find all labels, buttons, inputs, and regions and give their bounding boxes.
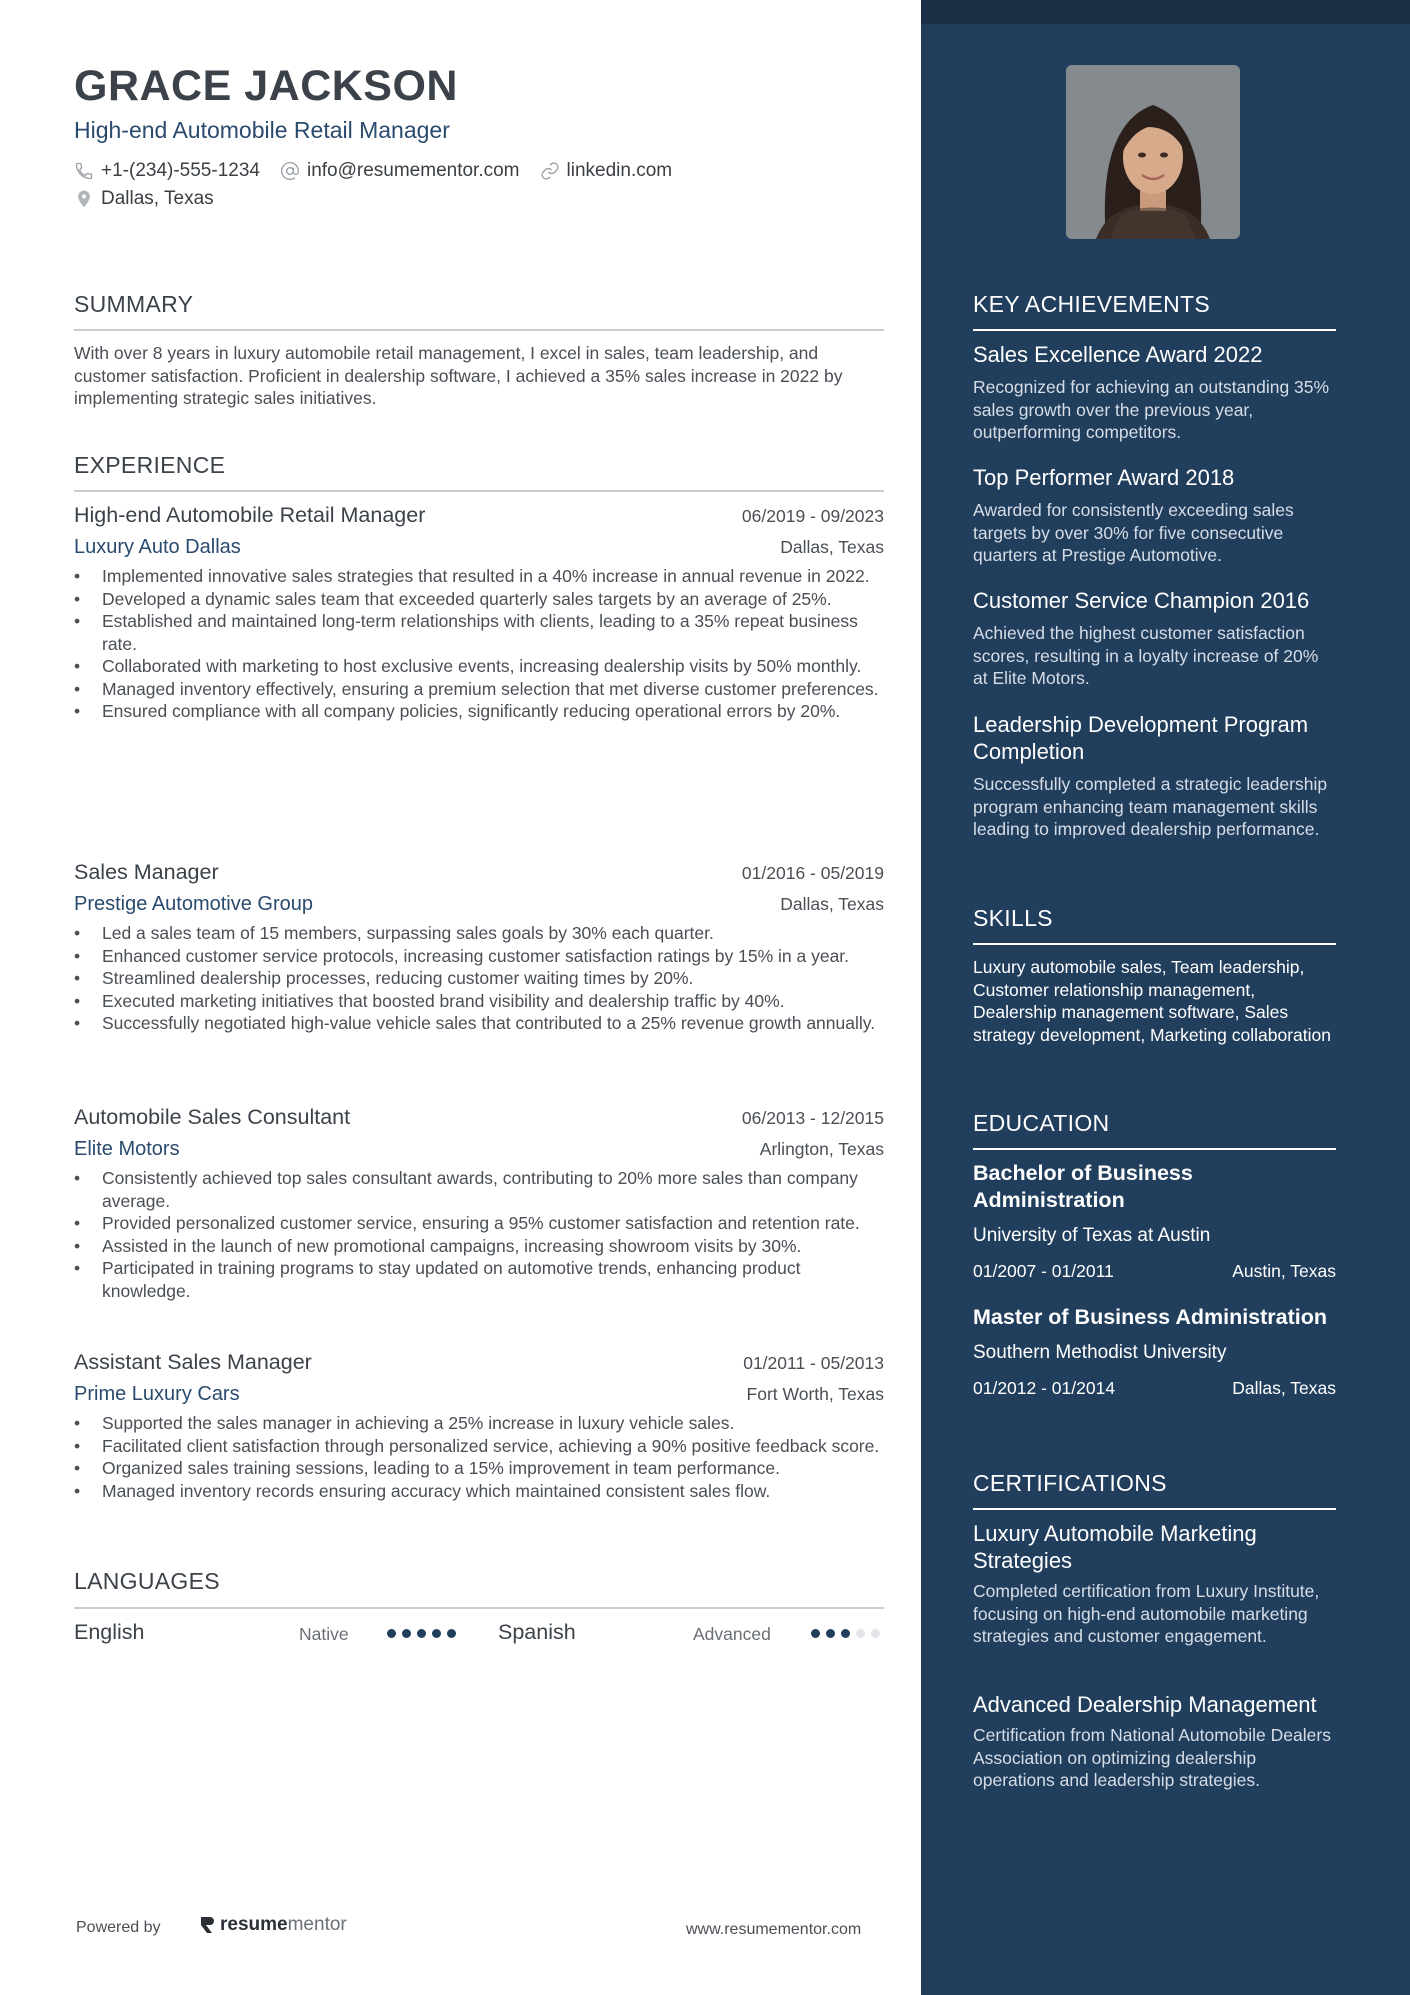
job-dates: 01/2011 - 05/2013	[743, 1353, 884, 1373]
education-heading: EDUCATION	[973, 1110, 1110, 1136]
experience-divider	[74, 490, 884, 492]
job-bullet: • Streamlined dealership processes, reducing customer waiting times by 20%.	[74, 967, 884, 990]
job-bullet: • Led a sales team of 15 members, surpassing sales goals by 30% each quarter.	[74, 922, 884, 945]
job-company: Prestige Automotive Group	[74, 893, 314, 915]
certification-desc: Completed certification from Luxury Institute, focusing on high-end automobile marketing strategies and customer engagement.	[973, 1581, 1320, 1646]
job-bullet: • Facilitated client satisfaction through personalized service, achieving a 90% positive feedback score.	[74, 1435, 884, 1458]
rating-dot-filled	[417, 1629, 426, 1638]
job-bullet: • Provided personalized customer service, ensuring a 95% customer satisfaction and retention rate.	[74, 1212, 884, 1235]
job-bullet: • Implemented innovative sales strategies that resulted in a 40% increase in annual revenue in 2022.	[74, 565, 884, 588]
contact-location	[74, 188, 234, 210]
job-bullet: • Successfully negotiated high-value vehicle sales that contributed to a 25% revenue growth annually.	[74, 1012, 884, 1035]
job-bullet: • Managed inventory records ensuring accuracy which maintained consistent sales flow.	[74, 1480, 884, 1503]
job-bullet: • Assisted in the launch of new promotional campaigns, increasing showroom visits by 30%.	[74, 1235, 884, 1258]
candidate-name: GRACE JACKSON	[74, 62, 458, 110]
job-company: Elite Motors	[74, 1138, 180, 1160]
achievement-desc: Achieved the highest customer satisfaction scores, resulting in a loyalty increase of 20% at Elite Motors.	[973, 623, 1319, 688]
job-bullet: • Established and maintained long-term relationships with clients, leading to a 35% repeat business rate.	[74, 610, 884, 655]
job-bullet: • Enhanced customer service protocols, increasing customer satisfaction ratings by 15% in a year.	[74, 945, 884, 968]
achievement-title: Customer Service Champion 2016	[973, 588, 1310, 613]
contact-email[interactable]	[280, 160, 520, 182]
sidebar	[921, 0, 1410, 1995]
job-bullet: • Ensured compliance with all company policies, significantly reducing operational errors by 20%.	[74, 700, 884, 723]
skills-divider	[973, 943, 1336, 945]
contact-row	[74, 160, 692, 182]
job-bullet: • Consistently achieved top sales consultant awards, contributing to 20% more sales than company average.	[74, 1167, 884, 1212]
profile-photo	[1066, 65, 1240, 239]
footer-powered-by: Powered by	[76, 1919, 161, 1936]
education-item	[973, 1160, 1336, 1282]
resumementor-logo[interactable]	[198, 1914, 347, 1936]
email-text[interactable]: info@resumementor.com	[306, 160, 520, 181]
rating-dot-filled	[402, 1629, 411, 1638]
logo-mark-icon	[198, 1915, 216, 1935]
job-bullets	[74, 1167, 884, 1302]
achievement-item	[973, 341, 1336, 444]
job-dates: 06/2013 - 12/2015	[741, 1108, 884, 1128]
portrait-image	[1066, 65, 1240, 239]
location-pin-icon	[74, 189, 94, 209]
achievements-heading: KEY ACHIEVEMENTS	[973, 291, 1211, 317]
certification-title: Luxury Automobile Marketing Strategies	[973, 1521, 1257, 1573]
phone-icon	[74, 161, 94, 181]
certification-desc: Certification from National Automobile Dealers Association on optimizing dealership operations and leadership strategies.	[973, 1725, 1331, 1790]
contact-phone	[74, 160, 260, 182]
language-level: Native	[299, 1624, 349, 1644]
education-dates: 01/2007 - 01/2011	[973, 1261, 1114, 1281]
job-bullets	[74, 565, 884, 723]
job-bullet: • Participated in training programs to stay updated on automotive trends, enhancing product knowledge.	[74, 1257, 884, 1302]
languages-divider	[74, 1607, 884, 1609]
job-entry	[74, 1350, 884, 1502]
job-dates: 01/2016 - 05/2019	[741, 863, 884, 883]
rating-dot-empty	[871, 1629, 880, 1638]
job-location: Fort Worth, Texas	[746, 1384, 884, 1404]
job-bullet: • Collaborated with marketing to host exclusive events, increasing dealership visits by 50% monthly.	[74, 655, 884, 678]
education-degree: Bachelor of Business Administration	[973, 1161, 1193, 1212]
job-entry	[74, 860, 884, 1035]
education-school: Southern Methodist University	[973, 1342, 1227, 1363]
job-company: Luxury Auto Dallas	[74, 536, 241, 558]
achievement-desc: Awarded for consistently exceeding sales targets by over 30% for five consecutive quarters at Prestige Automotive.	[973, 500, 1294, 565]
rating-dot-filled	[811, 1629, 820, 1638]
language-level: Advanced	[693, 1624, 771, 1644]
education-item	[973, 1304, 1336, 1399]
candidate-title: High-end Automobile Retail Manager	[74, 117, 450, 143]
job-role: Assistant Sales Manager	[74, 1350, 312, 1374]
skills-text: Luxury automobile sales, Team leadership, Customer relationship management, Dealership management software, Sales strategy development, Marketing collaboration	[973, 957, 1331, 1045]
job-company: Prime Luxury Cars	[74, 1383, 240, 1405]
location-text: Dallas, Texas	[101, 188, 214, 209]
education-location: Dallas, Texas	[1232, 1378, 1336, 1398]
job-bullet: • Developed a dynamic sales team that exceeded quarterly sales targets by an average of 25%.	[74, 588, 884, 611]
experience-heading: EXPERIENCE	[74, 452, 226, 478]
rating-dot-filled	[432, 1629, 441, 1638]
language-rating	[811, 1629, 886, 1638]
education-school: University of Texas at Austin	[973, 1225, 1211, 1246]
phone-text: +1-(234)-555-1234	[101, 160, 260, 181]
achievement-item	[973, 464, 1336, 567]
job-entry	[74, 1105, 884, 1302]
language-name: English	[74, 1620, 145, 1644]
summary-text: With over 8 years in luxury automobile retail management, I excel in sales, team leadership, and customer satisfaction. Proficient in dealership software, I achieved a 35% sales increase in 2022 by implementing strategic sales initiatives.	[74, 343, 843, 408]
achievement-item	[973, 711, 1336, 841]
achievement-desc: Successfully completed a strategic leadership program enhancing team management skills leading to improved dealership performance.	[973, 774, 1328, 839]
job-entry	[74, 503, 884, 723]
rating-dot-filled	[447, 1629, 456, 1638]
certifications-heading: CERTIFICATIONS	[973, 1470, 1167, 1496]
certification-item	[973, 1520, 1336, 1648]
certification-title: Advanced Dealership Management	[973, 1692, 1317, 1717]
logo-text-light: mentor	[287, 1914, 347, 1935]
job-role: Sales Manager	[74, 860, 219, 884]
job-role: Automobile Sales Consultant	[74, 1105, 351, 1129]
job-bullets	[74, 922, 884, 1035]
education-divider	[973, 1148, 1336, 1150]
education-location: Austin, Texas	[1232, 1261, 1336, 1281]
rating-dot-filled	[387, 1629, 396, 1638]
sidebar-top-band	[921, 0, 1410, 24]
skills-heading: SKILLS	[973, 905, 1053, 931]
linkedin-text[interactable]: linkedin.com	[566, 160, 673, 181]
job-dates: 06/2019 - 09/2023	[741, 506, 884, 526]
job-bullet: • Organized sales training sessions, leading to a 15% improvement in team performance.	[74, 1457, 884, 1480]
achievement-title: Sales Excellence Award 2022	[973, 342, 1263, 367]
footer-url[interactable]: www.resumementor.com	[686, 1921, 862, 1938]
job-bullet: • Managed inventory effectively, ensuring a premium selection that met diverse customer preferences.	[74, 678, 884, 701]
contact-linkedin[interactable]	[540, 160, 673, 182]
job-bullet: • Executed marketing initiatives that boosted brand visibility and dealership traffic by 40%.	[74, 990, 884, 1013]
language-name: Spanish	[498, 1620, 576, 1644]
languages-list	[74, 1620, 884, 1650]
job-location: Arlington, Texas	[759, 1139, 884, 1159]
logo-text-bold: resume	[220, 1914, 288, 1935]
job-role: High-end Automobile Retail Manager	[74, 503, 426, 527]
job-location: Dallas, Texas	[780, 537, 884, 557]
summary-divider	[74, 329, 884, 331]
language-rating	[387, 1629, 462, 1638]
job-bullets	[74, 1412, 884, 1502]
job-bullet: • Supported the sales manager in achieving a 25% increase in luxury vehicle sales.	[74, 1412, 884, 1435]
rating-dot-filled	[826, 1629, 835, 1638]
summary-heading: SUMMARY	[74, 291, 194, 317]
education-degree: Master of Business Administration	[973, 1305, 1328, 1329]
languages-heading: LANGUAGES	[74, 1568, 220, 1594]
education-dates: 01/2012 - 01/2014	[973, 1378, 1116, 1398]
job-location: Dallas, Texas	[780, 894, 884, 914]
rating-dot-filled	[841, 1629, 850, 1638]
achievements-divider	[973, 329, 1336, 331]
at-sign-icon	[280, 161, 300, 181]
achievement-title: Leadership Development Program Completion	[973, 712, 1309, 764]
rating-dot-empty	[856, 1629, 865, 1638]
achievement-title: Top Performer Award 2018	[973, 465, 1235, 490]
link-icon	[540, 161, 560, 181]
achievement-item	[973, 587, 1336, 690]
achievement-desc: Recognized for achieving an outstanding 35% sales growth over the previous year, outperforming competitors.	[973, 377, 1330, 442]
certifications-divider	[973, 1508, 1336, 1510]
certification-item	[973, 1691, 1336, 1792]
